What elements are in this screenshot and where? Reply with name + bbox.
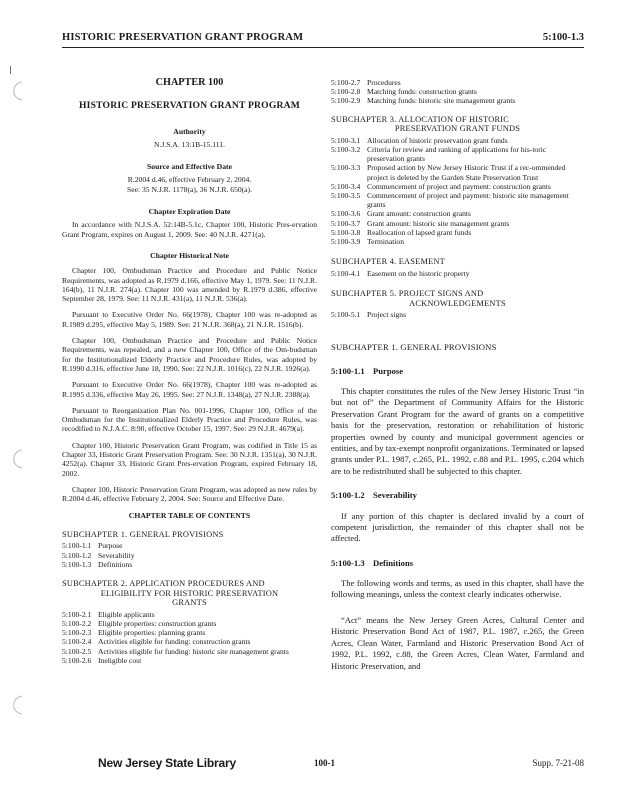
punch-hole-icon xyxy=(8,694,26,716)
toc-entry-title: Commencement of project and payment: historic site management grants xyxy=(367,191,569,210)
toc-subchapter-5 xyxy=(331,289,584,308)
authority-text: N.J.S.A. 13:1B-15.111. xyxy=(154,139,225,149)
toc-entry[interactable] xyxy=(62,610,317,619)
toc-entry-number: 5:100-2.2 xyxy=(62,618,92,628)
section-heading-definitions xyxy=(331,559,584,568)
toc-entry-number: 5:100-1.2 xyxy=(62,550,92,560)
history-note: Pursuant to Reorganization Plan No. 001-1996, Chapter 100, Office of the Ombudsman for the Institutionalized Elderly Practice and Procedure Rules, was recodified to N.J.A.C. 8:90, effective October 15, 1997. See: 29 N.J.R. 4679(a). xyxy=(62,405,317,434)
toc-subchapter-4: SUBCHAPTER 4. EASEMENT xyxy=(331,257,445,267)
toc-entry-title: Criteria for review and ranking of applications for his-toric preservation grants xyxy=(367,145,547,164)
section-title: Severability xyxy=(373,490,417,501)
header-section: 5:100-1.3 xyxy=(542,32,584,43)
expiration-text: In accordance with N.J.S.A. 52:14B-5.1c, Chapter 100, Historic Pres-ervation Grant Program, expires on August 1, 2009. See: 40 N.J.R. 4271(a). xyxy=(62,220,317,239)
section-number: 5:100-1.1 xyxy=(331,365,365,376)
toc-entry-number: 5:100-3.7 xyxy=(331,218,361,228)
toc-subchapter-2-line-3: GRANTS xyxy=(172,598,207,608)
toc-entry-number: 5:100-4.1 xyxy=(331,268,361,278)
page-number: 100-1 xyxy=(314,758,335,768)
toc-entry[interactable] xyxy=(331,310,584,319)
toc-entry[interactable] xyxy=(331,228,584,237)
header-title: HISTORIC PRESERVATION GRANT PROGRAM xyxy=(62,32,304,43)
toc-entry-number: 5:100-2.6 xyxy=(62,655,92,665)
toc-entry[interactable] xyxy=(331,145,584,163)
source-line-1: R.2004 d.46, effective February 2, 2004. xyxy=(127,175,252,185)
toc-entry-title: Eligible properties: planning grants xyxy=(98,628,206,638)
toc-subchapter-3-line-1: SUBCHAPTER 3. ALLOCATION OF HISTORIC xyxy=(331,114,510,124)
toc-entry-title: Matching funds: construction grants xyxy=(367,87,477,97)
toc-entry[interactable] xyxy=(62,619,317,628)
punch-hole-icon xyxy=(8,448,26,470)
running-header xyxy=(62,32,584,46)
toc-entry-number: 5:100-2.5 xyxy=(62,646,92,656)
toc-subchapter-2 xyxy=(62,579,317,608)
toc-entry[interactable] xyxy=(331,163,584,181)
toc-subchapter-1: SUBCHAPTER 1. GENERAL PROVISIONS xyxy=(62,529,224,539)
toc-entry[interactable] xyxy=(331,78,584,87)
supplement-date: Supp. 7-21-08 xyxy=(532,758,584,768)
section-heading-severability xyxy=(331,491,584,500)
section-heading-purpose xyxy=(331,367,584,376)
chapter-number: CHAPTER 100 xyxy=(155,77,224,88)
authority-heading: Authority xyxy=(173,126,206,136)
section-title: Definitions xyxy=(373,557,414,568)
toc-entry[interactable] xyxy=(331,136,584,145)
toc-entry-title: Proposed action by New Jersey Historic Trust if a rec-ommended project is deleted by the Garden State Preservation Trust xyxy=(367,163,566,182)
toc-entry-title: Procedures xyxy=(367,78,401,87)
toc-entry-title: Matching funds: historic site management grants xyxy=(367,96,516,106)
right-column xyxy=(331,78,584,686)
toc-subchapter-3-line-2: PRESERVATION GRANT FUNDS xyxy=(394,124,521,134)
toc-entry[interactable] xyxy=(331,237,584,246)
toc-subchapter-3 xyxy=(331,115,584,134)
library-logo: New Jersey State Library xyxy=(98,756,236,770)
toc-entry-number: 5:100-3.4 xyxy=(331,181,361,191)
toc-subchapter-5-line-2: ACKNOWLEDGEMENTS xyxy=(409,298,506,308)
toc-entry-number: 5:100-1.3 xyxy=(62,559,92,569)
toc-entry[interactable] xyxy=(62,628,317,637)
toc-entry[interactable] xyxy=(331,87,584,96)
severability-text: If any portion of this chapter is declared invalid by a court of competent jurisdiction, the remainder of this chapter shall not be affected. xyxy=(331,510,584,544)
purpose-text: This chapter constitutes the rules of the New Jersey Historic Trust “in but not of” the Department of Community Affairs for the Historic Preservation Grant Program for the award of grants on a competitive basis for the preservation, restoration or rehabilitation of historic properties owned by county and municipal government agencies or entities, and by tax-exempt nonprofit organizations. Terminated or lapsed grants under P.L. 1987, c.265, P.L. 1992, c.88 and P.L. 1995, c.204 which are to be redistributed shall be subjected to this chapter. xyxy=(331,386,584,476)
toc-entry-number: 5:100-3.2 xyxy=(331,145,361,154)
toc-entry[interactable] xyxy=(331,182,584,191)
toc-entry-title: Easement on the historic property xyxy=(367,268,470,278)
section-number: 5:100-1.3 xyxy=(331,557,365,568)
toc-entry-number: 5:100-2.3 xyxy=(62,628,92,638)
toc-entry[interactable] xyxy=(62,551,317,560)
history-note: Chapter 100, Ombudsman Practice and Procedure and Public Notice Requirements, was repealed, and a new Chapter 100, Office of the Om-budsman for the Institutionalized Elderly Practice and Procedure Rules, was adopted by R.1990 d.316, effective June 18, 1990. See: 22 N.J.R. 1016(c), 22 N.J.R. 1926(a). xyxy=(62,336,317,373)
toc-entry-number: 5:100-2.7 xyxy=(331,78,361,87)
toc-entry-title: Eligible applicants xyxy=(98,609,155,619)
toc-subchapter-2-line-2: ELIGIBILITY FOR HISTORIC PRESERVATION xyxy=(100,588,279,598)
toc-entry-title: Project signs xyxy=(367,310,407,320)
toc-entry-title: Grant amount: construction grants xyxy=(367,209,471,219)
source-line-2: See: 35 N.J.R. 1178(a), 36 N.J.R. 650(a). xyxy=(126,184,252,194)
toc-entry-title: Allocation of historic preservation grant funds xyxy=(367,135,508,145)
toc-entry[interactable] xyxy=(331,209,584,218)
section-title: Purpose xyxy=(373,365,404,376)
source-heading: Source and Effective Date xyxy=(146,162,233,172)
toc-entry[interactable] xyxy=(331,96,584,105)
toc-entry-number: 5:100-3.5 xyxy=(331,191,361,201)
toc-entry-number: 5:100-2.9 xyxy=(331,96,361,106)
toc-subchapter-2-line-1: SUBCHAPTER 2. APPLICATION PROCEDURES AND xyxy=(62,579,265,588)
toc-entry-number: 5:100-5.1 xyxy=(331,310,361,320)
toc-entry-title: Purpose xyxy=(98,541,123,551)
toc-entry-number: 5:100-3.3 xyxy=(331,163,361,173)
chapter-name: HISTORIC PRESERVATION GRANT PROGRAM xyxy=(78,100,301,112)
history-note: Chapter 100, Historic Preservation Grant Program, was adopted as new rules by R.2004 d.46, effective February 2, 2004. See: Source and Effective Date. xyxy=(62,484,317,504)
history-note: Chapter 100, Historic Preservation Grant Program, was codified in Title 15 as Chapter 33, Historic Grant Preservation Program. See: 30 N.J.R. 1351(a), 30 N.J.R. 4252(a). Chapter 33, Historic Grant Pres-ervation Program, expired February 18, 2002. xyxy=(62,440,317,478)
toc-entry-title: Commencement of project and payment: construction grants xyxy=(367,181,551,191)
toc-entry[interactable] xyxy=(62,637,317,646)
toc-entry-number: 5:100-2.1 xyxy=(62,609,92,619)
toc-subchapter-5-line-1: SUBCHAPTER 5. PROJECT SIGNS AND xyxy=(331,289,484,299)
toc-entry-title: Ineligible cost xyxy=(98,655,142,665)
toc-entry-title: Grant amount: historic site management grants xyxy=(367,218,510,228)
margin-mark xyxy=(10,66,11,74)
history-note: Chapter 100, Ombudsman Practice and Procedure and Public Notice Requirements, was adopted as R.1979 d.166, effective May 1, 1979. See: 11 N.J.R. 164(b), 11 N.J.R. 274(a). Chapter 100 was amended by R.1979 d.386, effective September 28, 1979. See: 11 N.J.R. 431(a), 11 N.J.R. 536(a). xyxy=(62,266,317,304)
toc-entry-title: Termination xyxy=(367,237,405,247)
toc-entry-number: 5:100-3.1 xyxy=(331,135,361,145)
toc-entry-title: Activities eligible for funding: construction grants xyxy=(98,637,251,647)
toc-entry[interactable] xyxy=(331,219,584,228)
history-heading: Chapter Historical Note xyxy=(150,250,229,260)
punch-hole-icon xyxy=(8,80,26,102)
left-column xyxy=(62,78,317,665)
body-subchapter-heading: SUBCHAPTER 1. GENERAL PROVISIONS xyxy=(331,342,497,353)
toc-entry[interactable] xyxy=(62,541,317,550)
toc-entry[interactable] xyxy=(62,656,317,665)
toc-entry-number: 5:100-3.6 xyxy=(331,209,361,219)
toc-entry-title: Activities eligible for funding: historic site management grants xyxy=(98,646,289,656)
toc-entry-number: 5:100-2.8 xyxy=(331,87,361,97)
history-note: Pursuant to Executive Order No. 66(1978), Chapter 100 was re-adopted as R.1995 d.336, effective May 26, 1995. See: 27 N.J.R. 1348(a), 27 N.J.R. 2388(a). xyxy=(62,380,317,399)
toc-heading: CHAPTER TABLE OF CONTENTS xyxy=(128,510,251,520)
toc-entry[interactable] xyxy=(331,191,584,209)
section-number: 5:100-1.2 xyxy=(331,490,365,501)
history-note: Pursuant to Executive Order No. 66(1978), Chapter 100 was re-adopted as R.1989 d.295, effective May 5, 1989. See: 21 N.J.R. 368(a), 21 N.J.R. 1516(b). xyxy=(62,310,317,329)
expiration-heading: Chapter Expiration Date xyxy=(148,207,231,217)
toc-entry-title: Eligible properties: construction grants xyxy=(98,618,217,628)
definitions-intro: The following words and terms, as used in this chapter, shall have the following meanings, unless the context clearly indicates otherwise. xyxy=(331,578,584,600)
header-rule xyxy=(62,47,584,48)
toc-entry-title: Severability xyxy=(98,550,135,560)
toc-entry[interactable] xyxy=(62,647,317,656)
toc-entry-title: Definitions xyxy=(98,559,133,569)
toc-entry-number: 5:100-3.8 xyxy=(331,227,361,237)
toc-entry-number: 5:100-1.1 xyxy=(62,541,92,551)
toc-entry-title: Reallocation of lapsed grant funds xyxy=(367,227,472,237)
toc-entry-number: 5:100-3.9 xyxy=(331,237,361,247)
toc-entry-number: 5:100-2.4 xyxy=(62,637,92,647)
toc-entry[interactable] xyxy=(331,269,584,278)
page-footer xyxy=(62,758,584,776)
definition-act: “Act” means the New Jersey Green Acres, Cultural Center and Historic Preservation Bond Act of 1987, P.L. 1987, c.265, the Green Acres, Clean Water, Farmland and Historic Preservation Bond Act of 1992, P.L. 1992, c.88, the Green Acres, Clean Water, Farmland and Historic Preservation, and xyxy=(331,614,584,671)
toc-entry[interactable] xyxy=(62,560,317,569)
